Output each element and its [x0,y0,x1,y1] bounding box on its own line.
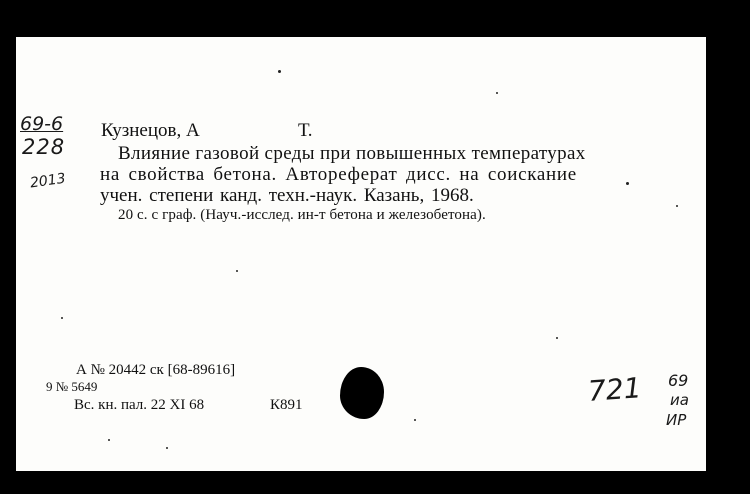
catalog-card [16,37,706,471]
order-line: 9 № 5649 [46,379,98,394]
scan-speck [61,317,63,319]
right-note-4: ИР [666,411,687,429]
scan-speck [414,419,416,421]
scan-speck [236,270,238,272]
collation-line: 20 с. с граф. (Науч.-исслед. ин-т бетона и железобетона). [118,207,486,223]
ink-blot [340,367,384,419]
right-note-2: 69 [668,371,689,390]
call-number-line-2: 228 [22,135,66,159]
title-line-2: на свойства бетона. Автореферат дисс. на соискание [100,164,577,185]
call-number-line-1: 69-6 [20,113,64,135]
scan-speck [496,92,498,94]
scan-speck [556,337,558,339]
registration-line: Вс. кн. пал. 22 XI 68 [74,397,205,413]
call-number-line-3: 2013 [29,170,67,192]
title-line-1: Влияние газовой среды при повышенных температурах [118,143,586,164]
scan-speck [166,447,168,449]
author-initial: Т. [298,120,313,141]
right-note-1: 721 [586,371,643,408]
title-line-3: учен. степени канд. техн.-наук. Казань, 1968. [100,185,474,206]
scan-speck [108,439,110,441]
scan-speck [278,70,281,73]
press-code: К891 [270,397,303,413]
scan-speck [676,205,678,207]
right-note-3: иа [670,391,689,409]
accession-line: А № 20442 ск [68-89616] [76,362,236,378]
author-name: Кузнецов, А [101,120,200,141]
scan-speck [626,182,629,185]
